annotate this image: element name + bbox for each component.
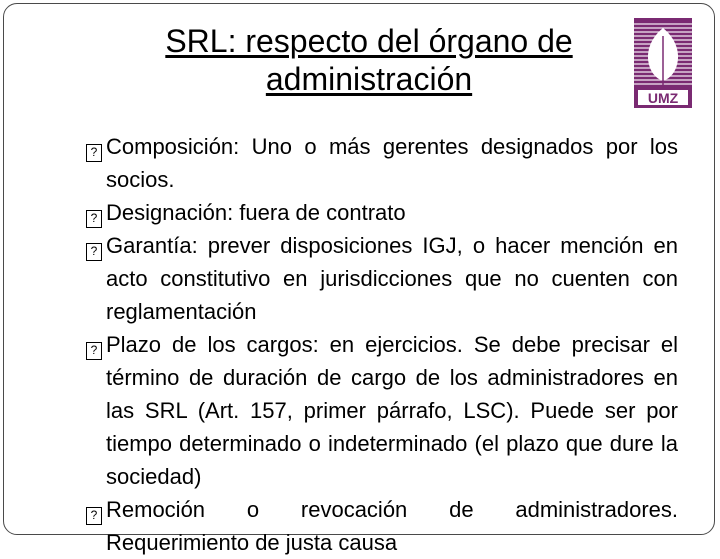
bullet-text: Garantía: prever disposiciones IGJ, o hacer mención en acto constitutivo en jurisdicciones que no cuenten con reglamentación xyxy=(106,233,678,324)
bullet-marker: ? xyxy=(86,144,102,162)
bullet-item xyxy=(86,328,678,493)
bullet-marker: ? xyxy=(86,342,102,360)
slide-title xyxy=(99,22,639,98)
slide-body xyxy=(86,130,678,559)
bullet-marker: ? xyxy=(86,210,102,228)
umz-logo xyxy=(634,18,692,108)
bullet-text: Composición: Uno o más gerentes designados por los socios. xyxy=(106,134,678,192)
bullet-item xyxy=(86,130,678,196)
bullet-text: Plazo de los cargos: en ejercicios. Se debe precisar el término de duración de cargo de los administradores en las SRL (Art. 157, primer párrafo, LSC). Puede ser por tiempo determinado o indeterminado (el plazo que dure la sociedad) xyxy=(106,332,678,489)
bullet-item xyxy=(86,196,678,229)
bullet-marker: ? xyxy=(86,243,102,261)
slide-title-line-1: SRL: respecto del órgano de xyxy=(165,23,573,59)
bullet-item xyxy=(86,229,678,328)
bullet-text: Remoción o revocación de administradores. Requerimiento de justa causa xyxy=(106,497,678,555)
bullet-marker: ? xyxy=(86,507,102,525)
logo-text: UMZ xyxy=(647,90,679,106)
bullet-item xyxy=(86,493,678,559)
slide-frame xyxy=(3,3,715,555)
slide-title-line-2: administración xyxy=(265,61,473,97)
bullet-text: Designación: fuera de contrato xyxy=(106,200,406,225)
